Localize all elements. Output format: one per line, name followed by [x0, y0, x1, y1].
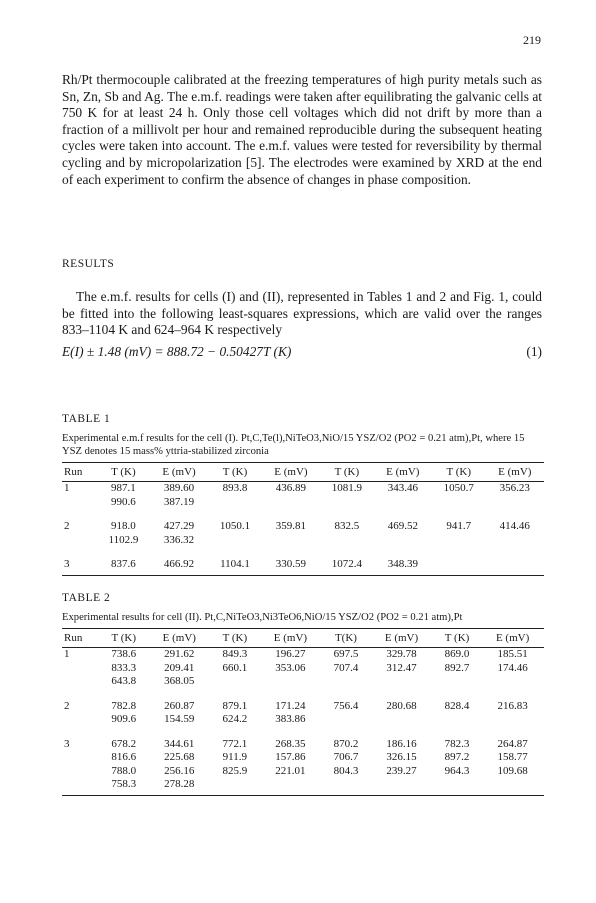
table-cell [370, 675, 433, 689]
table-cell: 469.52 [387, 520, 418, 532]
table-cell [211, 778, 259, 795]
table-cell: 825.9 [222, 764, 248, 777]
table-cell [262, 496, 320, 510]
table2-header-row [62, 629, 544, 648]
run-number [62, 662, 100, 676]
table-cell: 918.0 [111, 520, 136, 532]
table-row [62, 700, 544, 714]
table-row [62, 713, 544, 727]
table-cell: 196.27 [275, 648, 306, 660]
table2 [62, 628, 544, 796]
table-cell [433, 778, 481, 795]
table1-caption: Experimental e.m.f results for the cell (I). Pt,C,Te(l),NiTeO3,NiO/15 YSZ/O2 (PO2 = 0.21 atm),Pt, where 15 YSZ denotes 15 mass% yttria-stabilized zirconia [62, 433, 525, 457]
table-cell: 782.8 [111, 699, 137, 712]
table-cell [432, 496, 486, 510]
table-cell: 941.7 [446, 520, 472, 532]
table-cell: 964.3 [444, 764, 470, 777]
page-number: 219 [523, 33, 541, 47]
table-cell: 738.6 [111, 648, 137, 660]
run-number [62, 534, 97, 548]
table-cell: 833.3 [111, 661, 137, 674]
table-row [62, 482, 544, 496]
table-cell: 1050.7 [443, 482, 474, 494]
table-cell: 330.59 [262, 558, 320, 575]
table1-header-cell: Run [62, 463, 97, 482]
table1-header-cell: T (K) [320, 463, 374, 482]
table-row [62, 675, 544, 689]
table-row [62, 662, 544, 676]
table2-row-gap [62, 689, 544, 700]
table-cell [322, 713, 370, 727]
table2-header-cell: E (mV) [148, 629, 211, 648]
table1 [62, 462, 544, 576]
table-cell [208, 534, 262, 548]
equation-number: (1) [526, 344, 542, 359]
table2-label: TABLE 2 [62, 592, 111, 604]
table-cell: 158.77 [497, 751, 528, 763]
table-cell [370, 778, 433, 795]
table-row [62, 738, 544, 752]
table2-header-cell: Run [62, 629, 100, 648]
table-cell: 879.1 [222, 699, 248, 712]
table-cell: 209.41 [164, 661, 195, 674]
table-cell [208, 496, 262, 510]
results-heading: RESULTS [62, 258, 115, 270]
table-cell: 758.3 [100, 778, 148, 795]
table-cell: 1081.9 [331, 482, 362, 494]
run-number: 2 [64, 699, 70, 712]
table2-header-cell: T(K) [322, 629, 370, 648]
table-cell: 221.01 [275, 764, 306, 777]
table-cell [259, 675, 322, 689]
table-cell: 427.29 [163, 520, 195, 532]
table-cell [374, 534, 432, 548]
table2-header-cell: E (mV) [259, 629, 322, 648]
table-cell: 772.1 [222, 737, 248, 750]
table-row [62, 520, 544, 534]
table-cell: 911.9 [222, 751, 248, 763]
table-cell: 756.4 [333, 699, 359, 712]
table-cell: 1050.1 [219, 520, 251, 532]
table-cell: 837.6 [97, 558, 150, 575]
table-cell: 268.35 [275, 737, 306, 750]
table-cell: 990.6 [111, 495, 136, 508]
table-cell [481, 778, 544, 795]
table-cell: 343.46 [387, 482, 418, 494]
table-cell: 291.62 [164, 648, 195, 660]
run-number [62, 713, 100, 727]
table2-header-cell: T (K) [433, 629, 481, 648]
table-cell [370, 713, 433, 727]
table-cell: 336.32 [163, 533, 195, 546]
table-cell: 359.81 [275, 520, 307, 532]
table-cell: 348.39 [374, 558, 432, 575]
table1-header-row [62, 463, 544, 482]
table-cell: 280.68 [386, 699, 417, 712]
equation-expression: E(I) ± 1.48 (mV) = 888.72 − 0.50427T (K) [62, 344, 292, 359]
table-cell: 816.6 [111, 751, 137, 763]
table1-header-cell: E (mV) [486, 463, 544, 482]
table2-row-gap [62, 727, 544, 738]
table-cell: 389.60 [163, 482, 195, 494]
table-cell: 869.0 [444, 648, 470, 660]
table-row [62, 534, 544, 548]
table-cell: 383.86 [275, 713, 306, 725]
table1-header-cell: T (K) [432, 463, 486, 482]
run-number [62, 496, 97, 510]
table-cell: 436.89 [275, 482, 307, 494]
equation-1 [62, 344, 542, 360]
table-cell: 897.2 [444, 751, 470, 763]
table2-header-cell: T (K) [211, 629, 259, 648]
table-cell: 828.4 [444, 699, 470, 712]
table-cell: 414.46 [499, 520, 530, 532]
table-cell: 157.86 [275, 751, 306, 763]
table-cell: 892.7 [444, 661, 470, 674]
table-row [62, 765, 544, 779]
table-cell: 185.51 [497, 648, 528, 660]
table1-header-cell: T (K) [97, 463, 150, 482]
table-cell: 344.61 [164, 737, 195, 750]
table-cell [320, 534, 374, 548]
table-cell [486, 534, 544, 548]
table-row [62, 751, 544, 765]
table-row [62, 558, 544, 575]
table-cell [320, 496, 374, 510]
table-cell [322, 675, 370, 689]
run-number: 2 [64, 520, 70, 532]
table-cell: 706.7 [333, 751, 359, 763]
table-cell [486, 558, 544, 575]
table-cell: 660.1 [222, 661, 248, 674]
table-cell: 174.46 [497, 661, 528, 674]
run-number [62, 778, 100, 795]
table-cell: 782.3 [444, 737, 470, 750]
run-number [62, 751, 100, 765]
table-cell: 849.3 [222, 648, 248, 660]
table-cell: 697.5 [333, 648, 359, 660]
table-cell [433, 675, 481, 689]
table-row [62, 648, 544, 662]
table-cell: 870.2 [333, 737, 359, 750]
table1-label: TABLE 1 [62, 413, 111, 425]
table-cell: 260.87 [164, 699, 195, 712]
table1-row-gap [62, 547, 544, 558]
paragraph-methods: Rh/Pt thermocouple calibrated at the freezing temperatures of high purity metals such as Sn, Zn, Sb and Ag. The e.m.f. readings were taken after equilibrating the galvanic cells at 750 K for at least 24 h. Only those cell voltages which did not drift by more than a fraction of a millivolt per hour and remained reproducible during the subsequent heating cycles were taken into account. The e.m.f. values were tested for reversibility by thermal cycling and by micropolarization [5]. The electrodes were examined by XRD at the end of each experiment to confirm the absence of changes in phase composition. [62, 72, 542, 187]
table-cell: 987.1 [111, 482, 136, 494]
table-cell: 239.27 [386, 764, 417, 777]
table-cell [259, 778, 322, 795]
table-cell: 804.3 [333, 764, 359, 777]
table1-header-cell: E (mV) [150, 463, 208, 482]
table-cell [432, 534, 486, 548]
table-cell: 624.2 [222, 713, 248, 725]
table-cell: 353.06 [275, 661, 306, 674]
table-cell: 186.16 [386, 737, 417, 750]
table-cell: 1072.4 [320, 558, 374, 575]
table1-row-gap [62, 509, 544, 520]
table2-header-cell: T (K) [100, 629, 148, 648]
table-row [62, 496, 544, 510]
table-cell [432, 558, 486, 575]
table-cell [481, 713, 544, 727]
table-cell: 707.4 [333, 661, 359, 674]
table-cell [374, 496, 432, 510]
table-cell [486, 496, 544, 510]
table-cell: 256.16 [164, 764, 195, 777]
table-cell: 909.6 [111, 713, 137, 725]
table1-header-cell: E (mV) [262, 463, 320, 482]
table2-header-cell: E (mV) [481, 629, 544, 648]
table-cell: 1102.9 [108, 533, 139, 546]
run-number [62, 765, 100, 779]
table-cell: 171.24 [275, 699, 306, 712]
table-cell: 312.47 [386, 661, 417, 674]
table-cell [481, 675, 544, 689]
table1-header-cell: T (K) [208, 463, 262, 482]
table-cell: 109.68 [497, 764, 528, 777]
table-cell: 154.59 [164, 713, 195, 725]
run-number: 1 [64, 648, 70, 660]
table-cell: 643.8 [111, 675, 137, 687]
table-cell [433, 713, 481, 727]
table-cell: 356.23 [499, 482, 530, 494]
table-cell: 278.28 [148, 778, 211, 795]
table-cell: 788.0 [111, 764, 137, 777]
table-cell [322, 778, 370, 795]
table-cell [262, 534, 320, 548]
run-number: 3 [62, 558, 97, 575]
paragraph-results: The e.m.f. results for cells (I) and (II), represented in Tables 1 and 2 and Fig. 1, could be fitted into the following least-squares expressions, which are valid over the ranges 833–1104 K and 624–964 K respectively [62, 289, 542, 338]
table-cell: 466.92 [150, 558, 208, 575]
run-number [62, 675, 100, 689]
table-cell: 678.2 [111, 737, 137, 750]
table-cell: 387.19 [163, 495, 195, 508]
table-cell: 326.15 [386, 751, 417, 763]
run-number: 3 [64, 737, 70, 750]
table-cell [211, 675, 259, 689]
table-row [62, 778, 544, 795]
table1-header-cell: E (mV) [374, 463, 432, 482]
table-cell: 368.05 [164, 675, 195, 687]
table-cell: 225.68 [164, 751, 195, 763]
table2-caption: Experimental results for cell (II). Pt,C,NiTeO3,Ni3TeO6,NiO/15 YSZ/O2 (PO2 = 0.21 atm),Pt [62, 612, 463, 623]
table-cell: 893.8 [222, 482, 248, 494]
table-cell: 216.83 [497, 699, 528, 712]
table-cell: 329.78 [386, 648, 417, 660]
table-cell: 264.87 [497, 737, 528, 750]
table2-header-cell: E (mV) [370, 629, 433, 648]
table-cell: 832.5 [334, 520, 360, 532]
run-number: 1 [64, 482, 70, 494]
table-cell: 1104.1 [208, 558, 262, 575]
